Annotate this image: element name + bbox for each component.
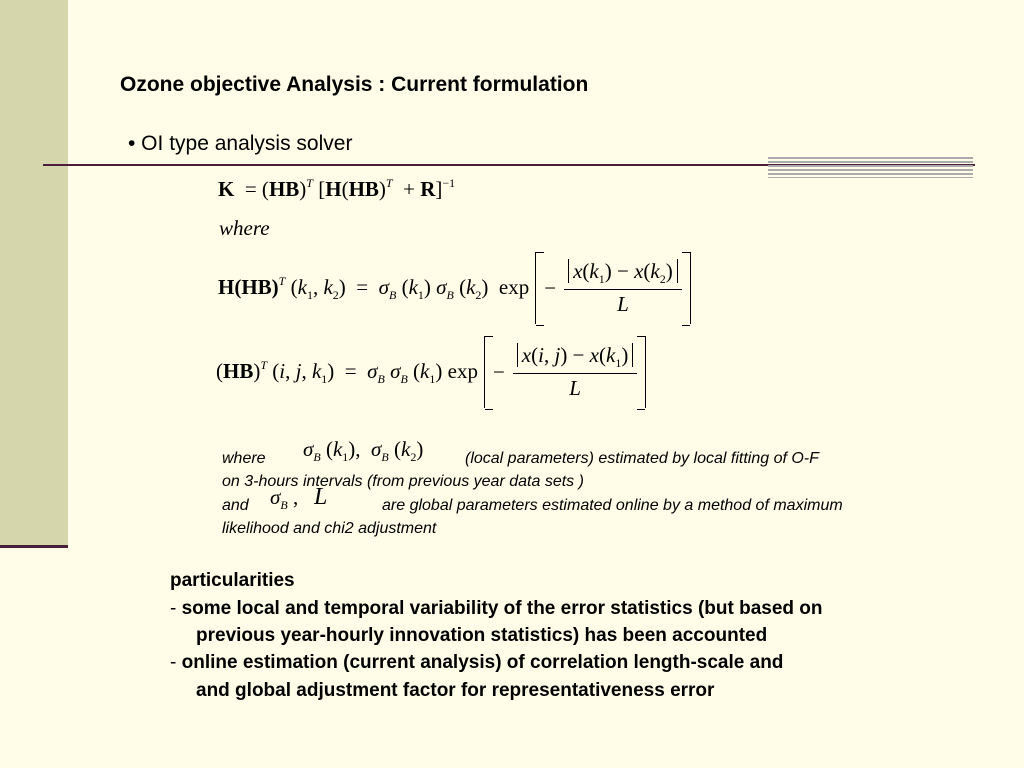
note-intervals: on 3-hours intervals (from previous year data sets ) (222, 473, 584, 490)
slide-title: Ozone objective Analysis : Current formulation (120, 73, 589, 96)
note-local-params: (local parameters) estimated by local fitting of O-F (465, 450, 819, 467)
particularity-item-1-cont: previous year-hourly innovation statistics) has been accounted (196, 625, 768, 646)
particularity-item-2-cont: and global adjustment factor for representativeness error (196, 680, 715, 701)
equation-global-sigma-l: $\sigma_B$ , L (270, 484, 328, 512)
bracket-h: − $\frac{x(k_1) - x(k_2)}{L}$ (535, 252, 691, 324)
note-where: where (222, 450, 266, 467)
bullet-oi-solver: • OI type analysis solver (128, 132, 353, 155)
particularities-heading: particularities (170, 570, 295, 591)
note-global-params: are global parameters estimated online by a method of maximum (382, 497, 843, 514)
equation-h-hb: H(HB)$^T$ ($k_1$, $k_2) = \sigma_B$ $(k_1)$ $\sigma_B$ $(k_2)$ exp − $\frac{x(k_1) - x(k_2)}{L}$ (218, 250, 691, 326)
equation-where-label: where (219, 216, 270, 240)
equation-local-sigmas: $\sigma_B$ $(k_1)$, $\sigma_B$ $(k_2)$ (303, 437, 424, 464)
particularity-item-1: - some local and temporal variability of the error statistics (but based on (170, 598, 823, 619)
note-and: and (222, 497, 249, 514)
equation-gain-matrix: K = (HB)$^T$ $[H(HB)^T + R]^{-1}$ (218, 176, 456, 201)
left-band-underline (0, 545, 68, 548)
header-stripes (768, 157, 973, 178)
left-decor-band (0, 0, 68, 548)
particularity-item-2: - online estimation (current analysis) of correlation length-scale and (170, 652, 784, 673)
bracket-hb: − $\frac{x(i, j) - x(k_1)}{L}$ (484, 336, 646, 408)
equation-hb: (HB)$^T$ (i, j, $k_1) = \sigma_B$ $\sigma_B$ $(k_1)$ exp − $\frac{x(i, j) - x(k_1)}{L}$ (216, 334, 646, 410)
note-likelihood: likelihood and chi2 adjustment (222, 520, 437, 537)
